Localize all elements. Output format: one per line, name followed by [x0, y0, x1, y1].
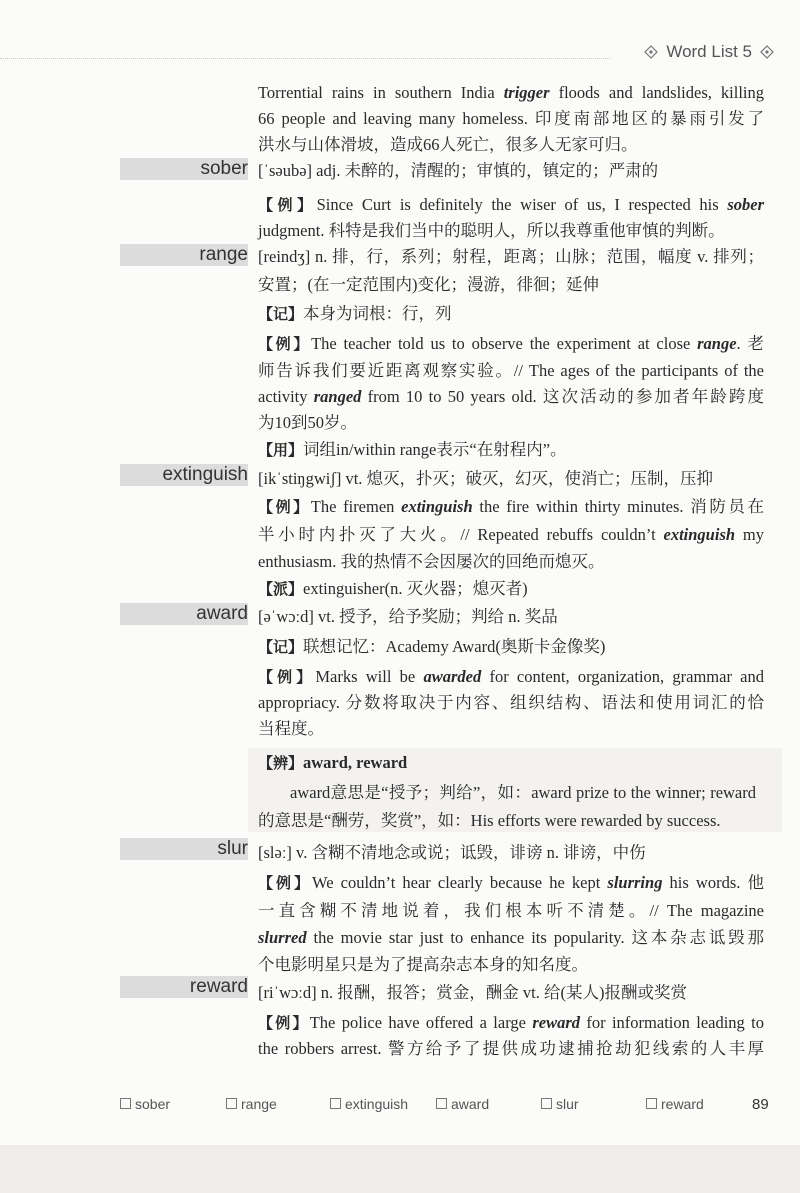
example-line: slurred the movie star just to enhance its popularity. 这本杂志诋毁那 [258, 928, 764, 947]
running-header [644, 40, 774, 64]
footer-checklist [0, 1096, 800, 1118]
diamond-ornament-icon [644, 45, 658, 59]
example-line: 个电影明星只是为了提高杂志本身的知名度。 [258, 955, 588, 974]
memory-line: 【记】联想记忆：Academy Award(奥斯卡金像奖) [258, 637, 606, 656]
diamond-ornament-icon [760, 45, 774, 59]
distinction-title: 【辨】award, reward [258, 753, 408, 772]
example-line: 一直含糊不清地说着，我们根本听不清楚。// The magazine [258, 901, 764, 920]
headword-sober: sober [200, 158, 248, 179]
example-line: 【例】Since Curt is definitely the wiser of us, I respected his sober [258, 195, 764, 214]
headword-extinguish: extinguish [162, 464, 248, 485]
distinction-line: award意思是“授予；判给”，如：award prize to the winner; reward [290, 783, 756, 802]
checklist-item-reward[interactable]: reward [646, 1096, 704, 1112]
checklist-item-sober[interactable]: sober [120, 1096, 170, 1112]
example-line: 【例】The teacher told us to observe the experiment at close range. 老 [258, 334, 764, 353]
checkbox-icon[interactable] [646, 1098, 657, 1109]
header-rule [0, 58, 610, 59]
checklist-item-range[interactable]: range [226, 1096, 277, 1112]
memory-line: 【记】本身为词根：行，列 [258, 304, 452, 323]
example-line: 半小时内扑灭了大火。// Repeated rebuffs couldn’t extinguish my [258, 525, 764, 544]
definition-award: [əˈwɔːd] vt. 授予，给予奖励；判给 n. 奖品 [258, 607, 558, 626]
definition-extinguish: [ikˈstiŋgwiʃ] vt. 熄灭，扑灭；破灭，幻灭，使消亡；压制，压抑 [258, 469, 714, 488]
page-shadow [0, 1145, 800, 1193]
checkbox-icon[interactable] [226, 1098, 237, 1109]
example-line: 为10到50岁。 [258, 413, 357, 432]
text-line: Torrential rains in southern India trigger floods and landslides, killing [258, 83, 764, 102]
example-line: 师告诉我们要近距离观察实验。// The ages of the participants of the [258, 361, 764, 380]
usage-line: 【用】词组in/within range表示“在射程内”。 [258, 440, 567, 459]
example-line: 【例】We couldn’t hear clearly because he kept slurring his words. 他 [258, 873, 764, 892]
definition-reward: [riˈwɔːd] n. 报酬，报答；赏金，酬金 vt. 给(某人)报酬或奖赏 [258, 983, 687, 1002]
header-title: Word List 5 [666, 42, 752, 61]
text-line: 洪水与山体滑坡，造成66人死亡，很多人无家可归。 [258, 135, 638, 154]
headword-range: range [199, 244, 248, 265]
checklist-item-award[interactable]: award [436, 1096, 489, 1112]
text-line: 66 people and leaving many homeless. 印度南部地区的暴雨引发了 [258, 109, 764, 128]
example-line: 【例】The firemen extinguish the fire within thirty minutes. 消防员在 [258, 497, 764, 516]
example-line: 【例】Marks will be awarded for content, organization, grammar and [258, 667, 765, 686]
checkbox-icon[interactable] [541, 1098, 552, 1109]
definition-range: [reindʒ] n. 排，行，系列；射程，距离；山脉；范围，幅度 v. 排列； [258, 247, 764, 266]
checkbox-icon[interactable] [120, 1098, 131, 1109]
checkbox-icon[interactable] [330, 1098, 341, 1109]
headword-slur: slur [217, 838, 248, 859]
checkbox-icon[interactable] [436, 1098, 447, 1109]
example-line: 当程度。 [258, 719, 324, 738]
example-line: activity ranged from 10 to 50 years old. 这次活动的参加者年龄跨度 [258, 387, 765, 406]
headword-award: award [196, 603, 248, 624]
page-number: 89 [752, 1096, 769, 1113]
example-line: enthusiasm. 我的热情不会因屡次的回绝而熄灭。 [258, 552, 605, 571]
example-line: the robbers arrest. 警方给予了提供成功逮捕抢劫犯线索的人丰厚 [258, 1039, 764, 1058]
checklist-item-slur[interactable]: slur [541, 1096, 579, 1112]
example-line: 【例】The police have offered a large reward for information leading to [258, 1013, 764, 1032]
example-line: judgment. 科特是我们当中的聪明人，所以我尊重他审慎的判断。 [258, 221, 725, 240]
definition-sober: [ˈsəubə] adj. 未醉的，清醒的；审慎的，镇定的；严肃的 [258, 161, 659, 180]
definition-slur: [sləː] v. 含糊不清地念或说；诋毁，诽谤 n. 诽谤，中伤 [258, 843, 646, 862]
distinction-line: 的意思是“酬劳，奖赏”，如：His efforts were rewarded by success. [258, 811, 721, 830]
derivative-line: 【派】extinguisher(n. 灭火器；熄灭者) [258, 579, 528, 598]
checklist-item-extinguish[interactable]: extinguish [330, 1096, 408, 1112]
example-line: appropriacy. 分数将取决于内容、组织结构、语法和使用词汇的恰 [258, 693, 764, 712]
definition-range: 安置；(在一定范围内)变化；漫游，徘徊；延伸 [258, 275, 599, 294]
headword-reward: reward [189, 976, 248, 997]
